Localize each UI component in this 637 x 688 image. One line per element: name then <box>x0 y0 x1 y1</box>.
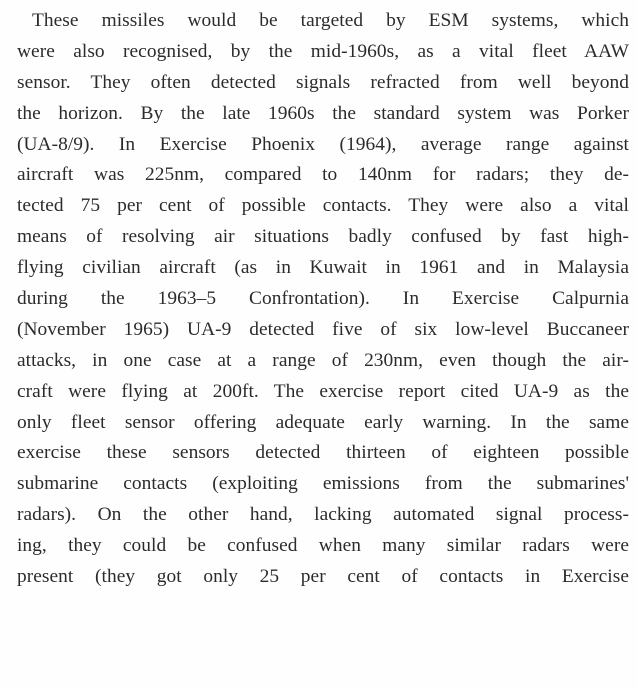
text-line: attacks, in one case at a range of 230nm, even though the air- <box>17 349 629 371</box>
text-line: exercise these sensors detected thirteen of eighteen possible <box>17 442 629 464</box>
text-line: These missiles would be targeted by ESM systems, which <box>32 10 629 31</box>
text-line: means of resolving air situations badly confused by fast high- <box>17 226 629 248</box>
text-line: aircraft was 225nm, compared to 140nm for radars; they de- <box>17 164 629 186</box>
text-line: ing, they could be confused when many similar radars were <box>17 535 629 557</box>
text-line: during the 1963–5 Confrontation). In Exercise Calpurnia <box>17 288 629 310</box>
text-line: sensor. They often detected signals refracted from well beyond <box>17 71 629 93</box>
text-line: the horizon. By the late 1960s the standard system was Porker <box>17 102 629 124</box>
text-line: craft were flying at 200ft. The exercise report cited UA-9 as the <box>17 380 629 402</box>
text-line: flying civilian aircraft (as in Kuwait in 1961 and in Malaysia <box>17 257 629 279</box>
text-line: (November 1965) UA-9 detected five of six low-level Buccaneer <box>17 318 629 340</box>
text-line: submarine contacts (exploiting emissions from the submarines' <box>17 473 629 495</box>
text-line: radars). On the other hand, lacking automated signal process- <box>17 504 629 526</box>
text-line: present (they got only 25 per cent of contacts in Exercise <box>17 566 629 588</box>
text-line: (UA-8/9). In Exercise Phoenix (1964), average range against <box>17 133 629 155</box>
body-paragraph <box>17 6 629 593</box>
text-line: were also recognised, by the mid-1960s, as a vital fleet AAW <box>17 40 629 62</box>
text-line: only fleet sensor offering adequate early warning. In the same <box>17 411 629 433</box>
text-line: tected 75 per cent of possible contacts. They were also a vital <box>17 195 629 217</box>
